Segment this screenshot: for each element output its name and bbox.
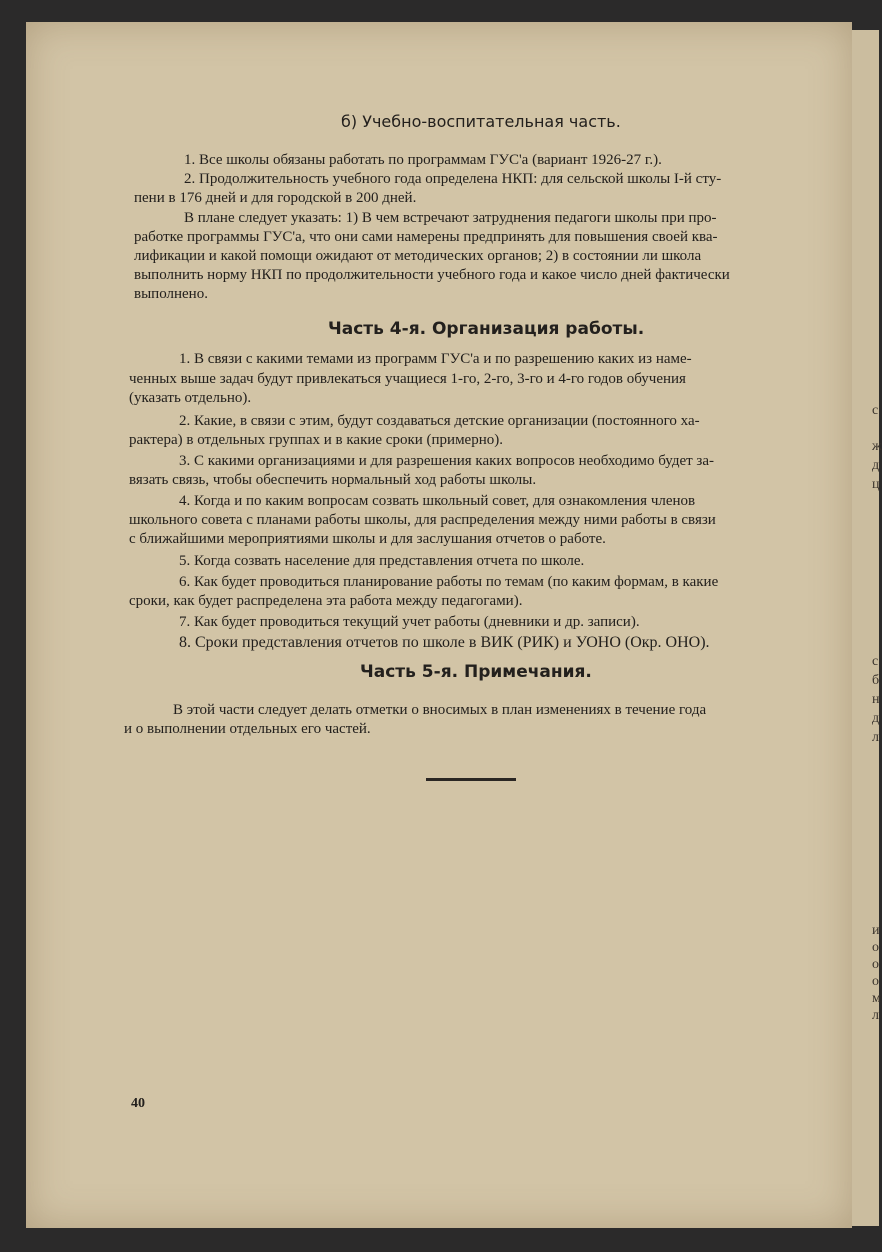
part4-title: Часть 4-я. Организация работы. xyxy=(328,319,645,339)
text-line: 1. В связи с какими темами из программ ГУС'а и по разрешению каких из наме- xyxy=(179,351,692,367)
text-line: 2. Какие, в связи с этим, будут создаваться детские организации (постоянного ха- xyxy=(179,413,700,429)
text-line: ченных выше задач будут привлекаться учащиеся 1-го, 2-го, 3-го и 4-го годов обучения xyxy=(129,371,686,387)
neighbor-letter: и xyxy=(872,923,880,938)
adjacent-page-edge xyxy=(852,30,882,1226)
separator-rule xyxy=(426,778,516,781)
text-line: работке программы ГУС'а, что они сами намерены предпринять для повышения своей ква- xyxy=(134,229,718,245)
neighbor-letter: б xyxy=(872,673,880,688)
neighbor-letter: с xyxy=(872,654,879,669)
text-line: пени в 176 дней и для городской в 200 дней. xyxy=(134,190,417,206)
neighbor-letter: ж xyxy=(872,439,882,454)
neighbor-letter: о xyxy=(872,974,879,989)
neighbor-letter: д xyxy=(872,711,880,726)
text-line: 8. Сроки представления отчетов по школе в ВИК (РИК) и УОНО (Окр. ОНО). xyxy=(179,634,710,651)
part5-title: Часть 5-я. Примечания. xyxy=(360,662,592,682)
text-line: 2. Продолжительность учебного года определена НКП: для сельской школы I-й сту- xyxy=(184,171,722,187)
neighbor-letter: д xyxy=(872,458,880,473)
text-line: 5. Когда созвать население для представления отчета по школе. xyxy=(179,553,585,569)
text-line: (указать отдельно). xyxy=(129,390,252,406)
neighbor-letter: о xyxy=(872,940,879,955)
neighbor-letter: л xyxy=(872,730,879,745)
neighbor-letter: о xyxy=(872,957,879,972)
text-line: 4. Когда и по каким вопросам созвать школьный совет, для ознакомления членов xyxy=(179,493,696,509)
document-page xyxy=(26,22,852,1228)
text-line: выполнено. xyxy=(134,286,208,302)
text-line: вязать связь, чтобы обеспечить нормальный ход работы школы. xyxy=(129,472,537,488)
neighbor-letter: н xyxy=(872,692,880,707)
section-b-title: б) Учебно-воспитательная часть. xyxy=(341,112,621,131)
text-line: выполнить норму НКП по продолжительности учебного года и какое число дней фактически xyxy=(134,267,730,283)
text-line: школьного совета с планами работы школы, для распределения между ними работы в связи xyxy=(129,512,716,528)
text-line: 7. Как будет проводиться текущий учет работы (дневники и др. записи). xyxy=(179,614,640,630)
text-line: 6. Как будет проводиться планирование работы по темам (по каким формам, в какие xyxy=(179,574,719,590)
page-number: 40 xyxy=(131,1096,145,1111)
neighbor-letter: с xyxy=(872,403,879,418)
neighbor-letter: ц xyxy=(872,477,880,492)
text-line: и о выполнении отдельных его частей. xyxy=(124,721,371,737)
text-line: рактера) в отдельных группах и в какие сроки (примерно). xyxy=(129,432,503,448)
text-line: лификации и какой помощи ожидают от методических органов; 2) в состоянии ли школа xyxy=(134,248,702,264)
text-line: 1. Все школы обязаны работать по программам ГУС'а (вариант 1926-27 г.). xyxy=(184,152,662,168)
text-line: сроки, как будет распределена эта работа между педагогами). xyxy=(129,593,523,609)
text-line: 3. С какими организациями и для разрешения каких вопросов необходимо будет за- xyxy=(179,453,715,469)
text-line: с ближайшими мероприятиями школы и для заслушания отчетов о работе. xyxy=(129,531,606,547)
text-line: В этой части следует делать отметки о вносимых в план изменениях в течение года xyxy=(173,702,707,718)
neighbor-letter: л xyxy=(872,1008,879,1023)
text-line: В плане следует указать: 1) В чем встречают затруднения педагоги школы при про- xyxy=(184,210,717,226)
neighbor-letter: м xyxy=(872,991,881,1006)
